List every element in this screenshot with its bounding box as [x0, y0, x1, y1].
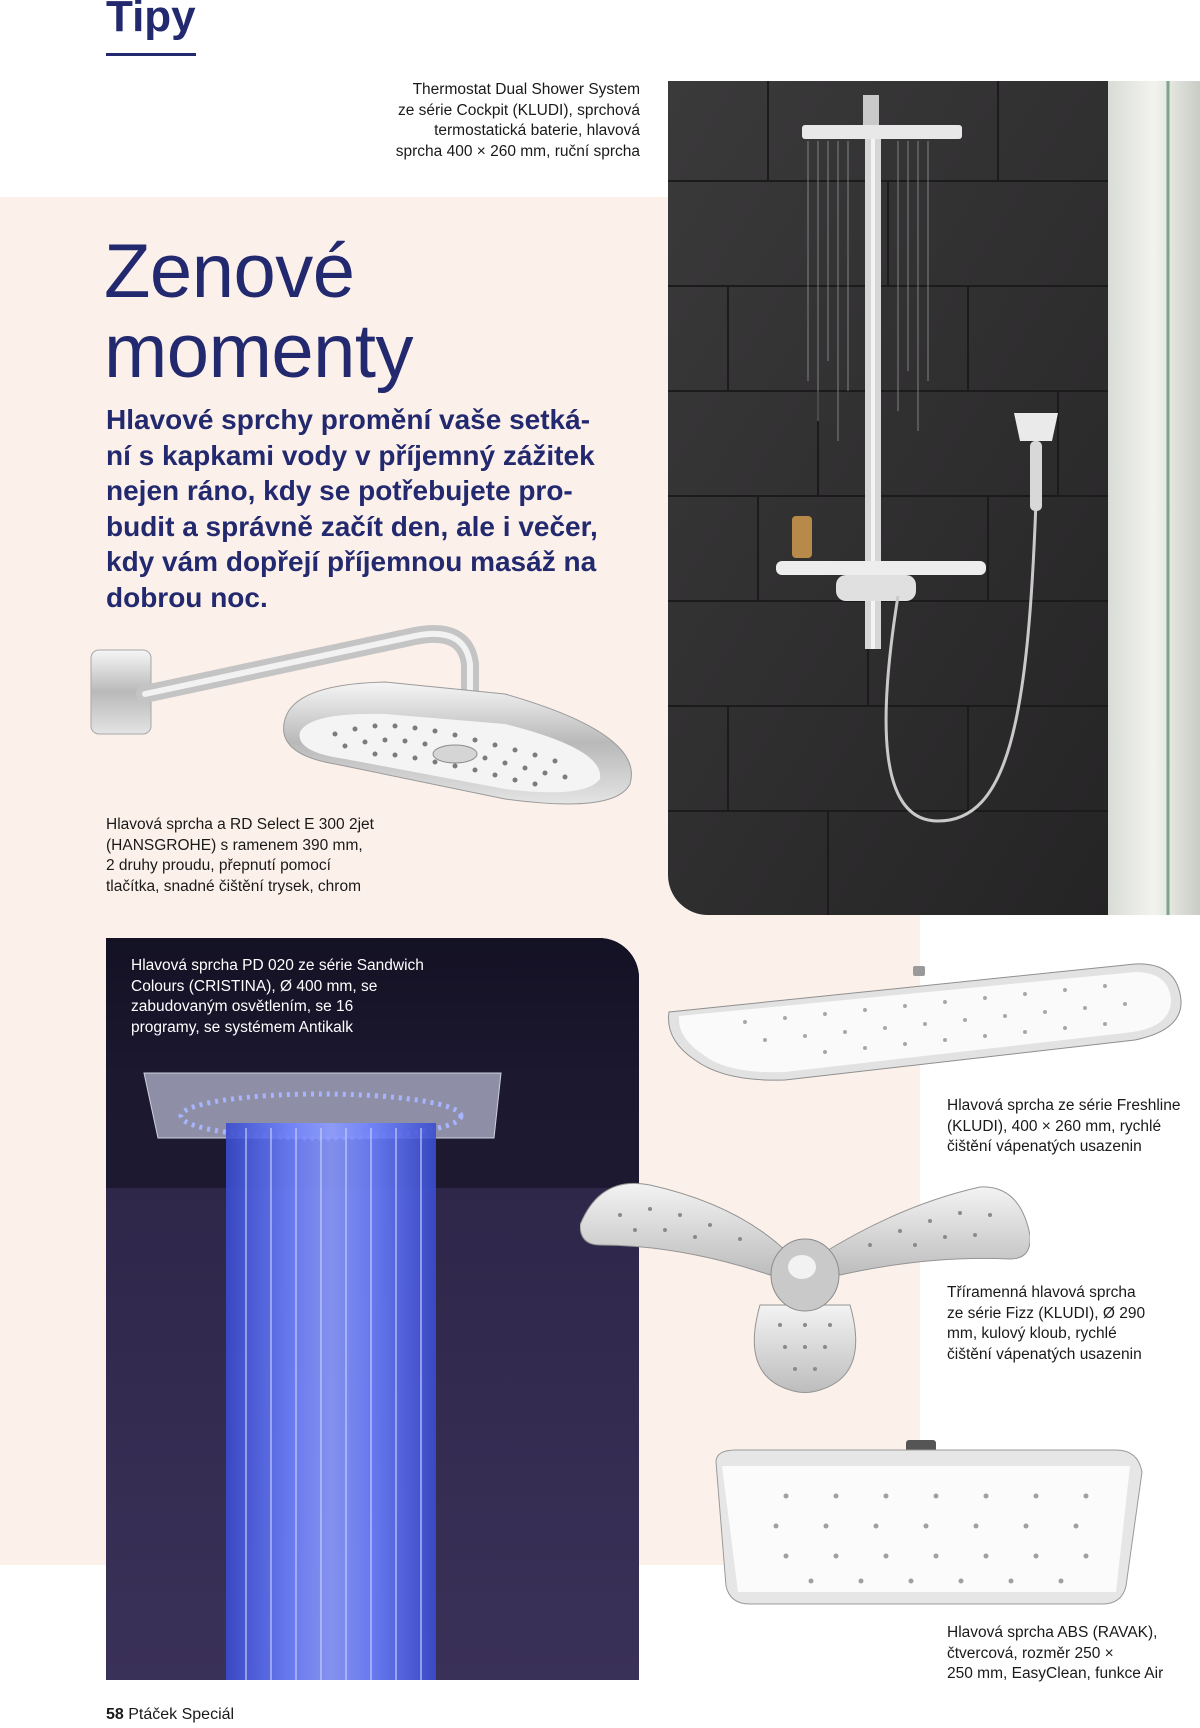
cockpit-shower-photo	[668, 81, 1200, 915]
caption-fizz: Tříramenná hlavová sprcha ze série Fizz (KLUDI), Ø 290 mm, kulový kloub, rychlé čištění vápenatých usazenin	[947, 1284, 1146, 1363]
section-label: Tipy	[106, 0, 196, 41]
caption-cristina: Hlavová sprcha PD 020 ze série Sandwich Colours (CRISTINA), Ø 400 mm, se zabudovaným osvětlením, se 16 programy, se systémem Antikalk	[131, 957, 424, 1036]
caption-ravak: Hlavová sprcha ABS (RAVAK), čtvercová, rozměr 250 × 250 mm, EasyClean, funkce Air	[947, 1624, 1164, 1682]
article-lead: Hlavové sprchy promění vaše setká- ní s kapkami vody v příjemný zážitek nejen ráno, kdy se potřebujete pro- budit a správně začít den, ale i večer, kdy vám dopřejí příjemnou masáž na dobrou noc.	[106, 404, 598, 613]
freshline-shower-photo	[665, 960, 1185, 1088]
caption-cockpit: Thermostat Dual Shower System ze série Cockpit (KLUDI), sprchová termostatická baterie, hlavová sprcha 400 × 260 mm, ruční sprcha	[395, 81, 640, 160]
section-rule	[106, 53, 196, 56]
page-number: 58	[106, 1706, 124, 1723]
caption-freshline: Hlavová sprcha ze série Freshline (KLUDI), 400 × 260 mm, rychlé čištění vápenatých usazenin	[947, 1097, 1181, 1155]
magazine-name: Ptáček Speciál	[128, 1706, 235, 1723]
cristina-shower-photo	[106, 938, 639, 1680]
article-headline: Zenové momenty	[104, 229, 414, 394]
ravak-shower-photo	[706, 1436, 1146, 1608]
caption-hansgrohe: Hlavová sprcha a RD Select E 300 2jet (HANSGROHE) s ramenem 390 mm, 2 druhy proudu, přepnutí pomocí tlačítka, snadné čištění trysek, chrom	[106, 816, 374, 895]
page-footer	[106, 1706, 234, 1724]
hansgrohe-shower-photo	[85, 614, 645, 814]
